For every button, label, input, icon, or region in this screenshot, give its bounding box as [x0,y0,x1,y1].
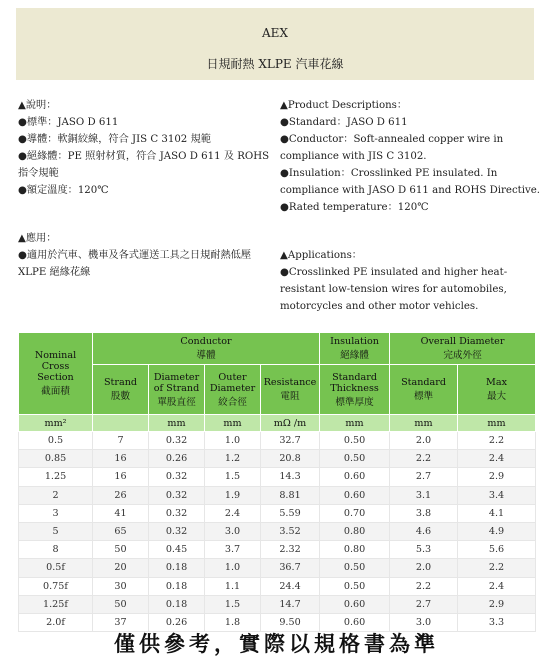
table-cell: 0.50 [320,559,390,577]
table-cell: 0.5 [19,432,93,450]
table-cell: 8.81 [261,486,320,504]
table-cell: 0.32 [149,468,205,486]
table-cell: 1.2 [205,450,261,468]
table-cell: 0.18 [149,577,205,595]
table-cell: 1.9 [205,486,261,504]
table-cell: 24.4 [261,577,320,595]
table-cell: 0.80 [320,541,390,559]
specification-table [18,332,536,632]
table-cell: 20 [93,559,149,577]
table-cell: 2.9 [458,595,536,613]
title-banner [16,8,534,80]
table-cell: 50 [93,595,149,613]
desc-cn-heading: ▲說明： [18,100,57,111]
table-row [19,486,536,504]
table-row [19,559,536,577]
table-cell: 41 [93,504,149,522]
unit-cell: mm [320,415,390,432]
table-cell: 7 [93,432,149,450]
table-cell: 2.7 [390,595,458,613]
table-cell: 14.7 [261,595,320,613]
header-strand-diameter: Diameter of Strand 單股直徑 [149,365,205,415]
table-cell: 0.32 [149,432,205,450]
table-cell: 9.50 [261,613,320,631]
header-insulation: Insulation 絕緣體 [320,333,390,365]
unit-cell: mm² [19,415,93,432]
header-standard-thickness: Standard Thickness 標準厚度 [320,365,390,415]
table-cell: 1.5 [205,468,261,486]
header-strand: Strand 股數 [93,365,149,415]
header-resistance: Resistance 電阻 [261,365,320,415]
table-cell: 0.32 [149,504,205,522]
header-overall-diameter: Overall Diameter 完成外徑 [390,333,536,365]
table-cell: 5.3 [390,541,458,559]
application-english [280,230,542,315]
table-cell: 0.18 [149,559,205,577]
table-cell: 2.7 [390,468,458,486]
table-cell: 0.60 [320,486,390,504]
desc-cn-standard: ●標準：JASO D 611 [18,117,119,128]
table-cell: 2 [19,486,93,504]
table-cell: 20.8 [261,450,320,468]
table-row [19,504,536,522]
table-cell: 26 [93,486,149,504]
table-cell: 1.25f [19,595,93,613]
header-outer-diameter: Outer Diameter 絞合徑 [205,365,261,415]
table-cell: 3.52 [261,522,320,540]
table-cell: 0.32 [149,522,205,540]
table-cell: 30 [93,577,149,595]
units-row [19,415,536,432]
table-cell: 5 [19,522,93,540]
header-conductor: Conductor 導體 [93,333,320,365]
table-cell: 1.8 [205,613,261,631]
product-title: 日規耐熱 XLPE 汽車花線 [206,57,344,71]
desc-en-conductor: ●Conductor：Soft-annealed copper wire in compliance with JIS C 3102. [280,134,504,162]
table-cell: 0.50 [320,432,390,450]
table-cell: 14.3 [261,468,320,486]
table-cell: 1.0 [205,559,261,577]
table-cell: 3.0 [205,522,261,540]
app-en-heading: ▲Applications： [280,250,362,261]
table-cell: 3.3 [458,613,536,631]
table-body [19,432,536,632]
table-cell: 1.25 [19,468,93,486]
table-row [19,450,536,468]
table-cell: 0.50 [320,577,390,595]
table-row [19,468,536,486]
desc-en-heading: ▲Product Descriptions： [280,100,408,111]
table-cell: 4.1 [458,504,536,522]
table-cell: 2.2 [458,559,536,577]
description-chinese [18,97,273,199]
table-cell: 65 [93,522,149,540]
desc-cn-insulation: ●絕緣體：PE 照射材質，符合 JASO D 611 及 ROHS 指令規範 [18,151,270,179]
table-cell: 4.9 [458,522,536,540]
table-cell: 4.6 [390,522,458,540]
unit-cell: mm [458,415,536,432]
table-cell: 0.26 [149,450,205,468]
table-cell: 32.7 [261,432,320,450]
table-cell: 0.45 [149,541,205,559]
table-cell: 0.50 [320,450,390,468]
table-cell: 1.5 [205,595,261,613]
header-nominal-section: Nominal Cross Section 截面積 [19,333,93,415]
table-cell: 3.1 [390,486,458,504]
table-row [19,432,536,450]
table-row [19,541,536,559]
table-row [19,595,536,613]
table-cell: 2.4 [458,450,536,468]
unit-cell: mm [205,415,261,432]
table-cell: 5.6 [458,541,536,559]
table-cell: 3 [19,504,93,522]
table-cell: 3.7 [205,541,261,559]
table-cell: 3.4 [458,486,536,504]
table-row [19,522,536,540]
table-cell: 16 [93,450,149,468]
desc-cn-temperature: ●額定溫度：120℃ [18,185,109,196]
app-cn-text: ●適用於汽車、機車及各式運送工具之日規耐熱低壓 XLPE 絕緣花線 [18,250,252,278]
product-code: AEX [262,26,288,40]
table-cell: 3.0 [390,613,458,631]
table-cell: 8 [19,541,93,559]
table-cell: 0.60 [320,613,390,631]
table-cell: 37 [93,613,149,631]
table-cell: 0.32 [149,486,205,504]
table-cell: 2.2 [390,450,458,468]
disclaimer-text: 僅供參考，實際以規格書為準 [114,631,439,656]
app-en-text: ●Crosslinked PE insulated and higher heat-resistant low-tension wires for automobiles, motorcycles and other motor vehicles. [280,267,508,312]
app-cn-heading: ▲應用： [18,233,57,244]
table-cell: 0.5f [19,559,93,577]
table-cell: 2.32 [261,541,320,559]
unit-cell: mm [149,415,205,432]
header-standard-diameter: Standard 標準 [390,365,458,415]
table-cell: 0.26 [149,613,205,631]
table-cell: 0.70 [320,504,390,522]
application-chinese [18,230,273,281]
desc-cn-conductor: ●導體：軟銅絞線，符合 JIS C 3102 規範 [18,134,211,145]
table-cell: 0.85 [19,450,93,468]
table-cell: 50 [93,541,149,559]
desc-en-standard: ●Standard：JASO D 611 [280,117,408,128]
table-cell: 36.7 [261,559,320,577]
table-cell: 2.2 [390,577,458,595]
table-cell: 2.2 [458,432,536,450]
desc-en-temperature: ●Rated temperature：120℃ [280,202,429,213]
table-cell: 16 [93,468,149,486]
table-cell: 0.80 [320,522,390,540]
table-cell: 2.0 [390,559,458,577]
unit-cell [93,415,149,432]
table-cell: 0.18 [149,595,205,613]
table-cell: 3.8 [390,504,458,522]
description-english [280,97,542,216]
table-cell: 0.60 [320,468,390,486]
table-cell: 2.0f [19,613,93,631]
table-cell: 2.0 [390,432,458,450]
desc-en-insulation: ●Insulation：Crosslinked PE insulated. In compliance with JASO D 611 and ROHS Directive. [280,168,541,196]
table-row [19,577,536,595]
unit-cell: mm [390,415,458,432]
unit-cell: mΩ /m [261,415,320,432]
header-max-diameter: Max 最大 [458,365,536,415]
table-cell: 2.9 [458,468,536,486]
table-cell: 1.1 [205,577,261,595]
table-cell: 5.59 [261,504,320,522]
table-cell: 1.0 [205,432,261,450]
table-cell: 0.75f [19,577,93,595]
table-cell: 0.60 [320,595,390,613]
table-cell: 2.4 [458,577,536,595]
table-cell: 2.4 [205,504,261,522]
